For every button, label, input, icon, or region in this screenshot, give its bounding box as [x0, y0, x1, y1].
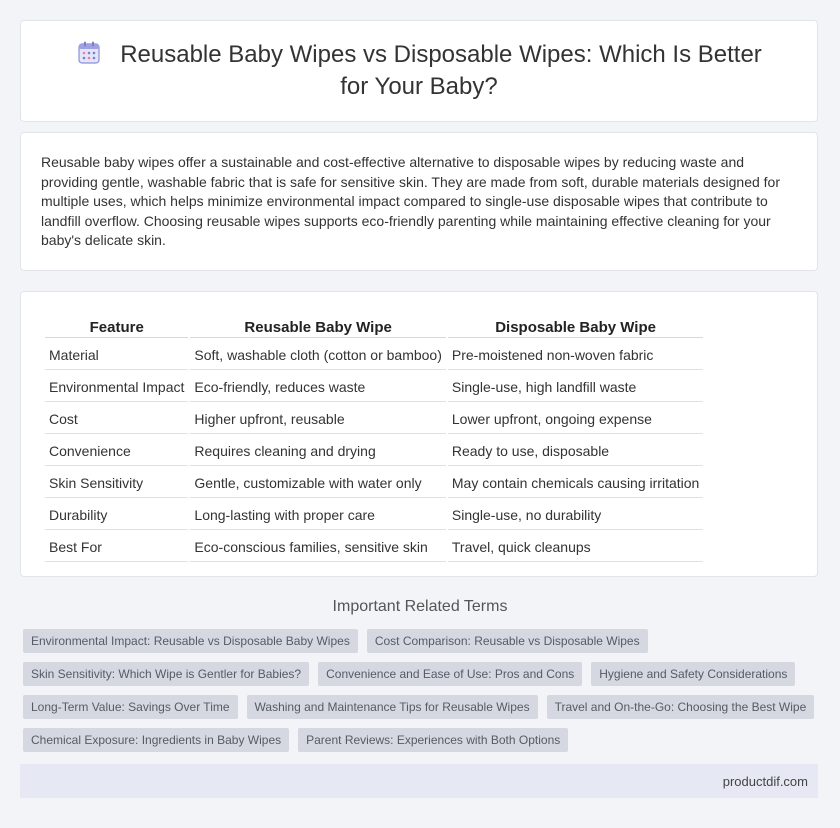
related-term-tag[interactable]: Parent Reviews: Experiences with Both Options — [298, 728, 568, 752]
related-term-tag[interactable]: Hygiene and Safety Considerations — [591, 662, 795, 686]
related-term-tag[interactable]: Chemical Exposure: Ingredients in Baby Wipes — [23, 728, 289, 752]
title-card — [20, 20, 818, 122]
related-term-tag[interactable]: Washing and Maintenance Tips for Reusable Wipes — [247, 695, 538, 719]
related-term-tag[interactable]: Long-Term Value: Savings Over Time — [23, 695, 238, 719]
intro-card — [20, 132, 818, 271]
comparison-card — [20, 291, 818, 577]
related-term-tag[interactable]: Travel and On-the-Go: Choosing the Best Wipe — [547, 695, 815, 719]
table-cell: Lower upfront, ongoing expense — [448, 404, 703, 434]
table-cell: Skin Sensitivity — [45, 468, 188, 498]
table-header-row — [45, 317, 703, 338]
table-row — [45, 404, 703, 434]
table-cell: Durability — [45, 500, 188, 530]
related-term-tag[interactable]: Cost Comparison: Reusable vs Disposable Wipes — [367, 629, 648, 653]
table-row — [45, 340, 703, 370]
table-cell: Single-use, high landfill waste — [448, 372, 703, 402]
footer — [20, 764, 818, 798]
page-title-wrap — [61, 39, 777, 103]
column-header: Disposable Baby Wipe — [448, 317, 703, 338]
related-terms-heading: Important Related Terms — [332, 598, 508, 615]
intro-paragraph: Reusable baby wipes offer a sustainable and cost-effective alternative to disposable wipes by reducing waste and providing gentle, washable fabric that is safe for sensitive skin. They are made from soft, durable materials designed for multiple uses, which helps minimize environmental impact compared to single-use disposable wipes that contribute to landfill overflow. Choosing reusable wipes supports eco-friendly parenting while maintaining effective cleaning for your baby's delicate skin. — [41, 154, 781, 249]
table-cell: Cost — [45, 404, 188, 434]
table-row — [45, 436, 703, 466]
table-cell: Gentle, customizable with water only — [190, 468, 445, 498]
column-header: Reusable Baby Wipe — [190, 317, 445, 338]
table-cell: Eco-friendly, reduces waste — [190, 372, 445, 402]
related-term-tag[interactable]: Skin Sensitivity: Which Wipe is Gentler for Babies? — [23, 662, 309, 686]
table-cell: Environmental Impact — [45, 372, 188, 402]
calendar-grid-icon — [76, 40, 102, 66]
related-term-tag[interactable]: Environmental Impact: Reusable vs Disposable Baby Wipes — [23, 629, 358, 653]
table-cell: Soft, washable cloth (cotton or bamboo) — [190, 340, 445, 370]
table-cell: Higher upfront, reusable — [190, 404, 445, 434]
table-cell: Long-lasting with proper care — [190, 500, 445, 530]
table-cell: Best For — [45, 532, 188, 562]
table-cell: Material — [45, 340, 188, 370]
table-cell: Convenience — [45, 436, 188, 466]
table-cell: Travel, quick cleanups — [448, 532, 703, 562]
table-row — [45, 372, 703, 402]
related-term-tag[interactable]: Convenience and Ease of Use: Pros and Cons — [318, 662, 582, 686]
column-header: Feature — [45, 317, 188, 338]
table-row — [45, 532, 703, 562]
table-row — [45, 500, 703, 530]
comparison-table — [43, 315, 705, 564]
table-cell: Eco-conscious families, sensitive skin — [190, 532, 445, 562]
table-cell: Single-use, no durability — [448, 500, 703, 530]
table-cell: Ready to use, disposable — [448, 436, 703, 466]
table-cell: May contain chemicals causing irritation — [448, 468, 703, 498]
related-terms-list — [23, 629, 823, 752]
table-cell: Pre-moistened non-woven fabric — [448, 340, 703, 370]
footer-site-link[interactable]: productdif.com — [722, 773, 808, 789]
table-cell: Requires cleaning and drying — [190, 436, 445, 466]
page-title: Reusable Baby Wipes vs Disposable Wipes: Which Is Better for Your Baby? — [120, 41, 762, 100]
table-row — [45, 468, 703, 498]
